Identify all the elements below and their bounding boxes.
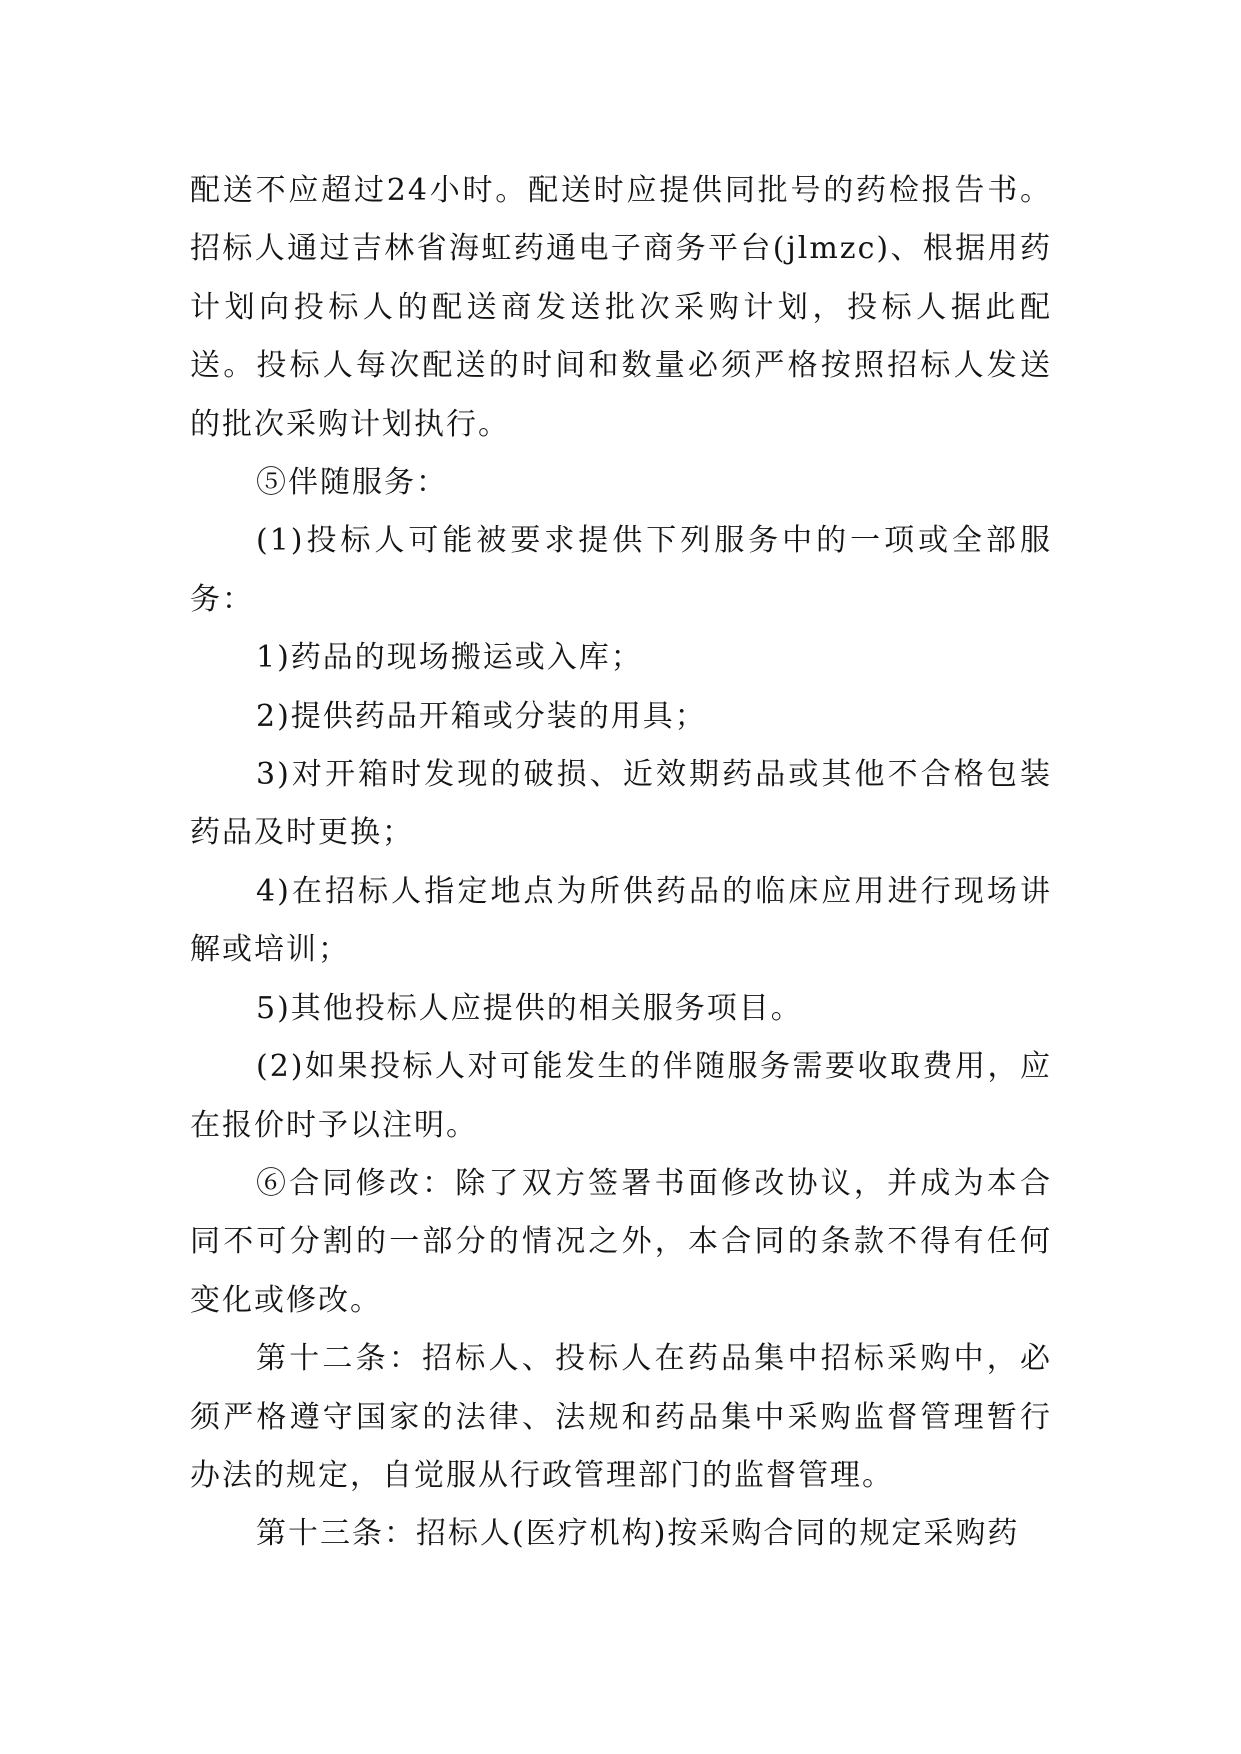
paragraph-delivery: 配送不应超过24小时。配送时应提供同批号的药检报告书。招标人通过吉林省海虹药通电子商务平台(jlmzc)、根据用药计划向投标人的配送商发送批次采购计划，投标人据此配送。投标人每次配送的时间和数量必须严格按照招标人发送的批次采购计划执行。	[190, 173, 1052, 442]
paragraph-service-item-3: 3)对开箱时发现的破损、近效期药品或其他不合格包装药品及时更换；	[190, 757, 1052, 851]
paragraph-service-item-4: 4)在招标人指定地点为所供药品的临床应用进行现场讲解或培训；	[190, 873, 1052, 968]
document-body	[190, 162, 1052, 1564]
paragraph-service-1: (1)投标人可能被要求提供下列服务中的一项或全部服务：	[190, 523, 1052, 617]
paragraph-article-13: 第十三条：招标人(医疗机构)按采购合同的规定采购药	[256, 1516, 1020, 1552]
paragraph-service-item-2: 2)提供药品开箱或分装的用具；	[256, 698, 707, 734]
paragraph-contract-modification: ⑥合同修改：除了双方签署书面修改协议，并成为本合同不可分割的一部分的情况之外，本合同的条款不得有任何变化或修改。	[190, 1165, 1052, 1318]
paragraph-article-12: 第十二条：招标人、投标人在药品集中招标采购中，必须严格遵守国家的法律、法规和药品集中采购监督管理暂行办法的规定，自觉服从行政管理部门的监督管理。	[190, 1341, 1052, 1493]
paragraph-service-item-1: 1)药品的现场搬运或入库；	[256, 640, 643, 676]
paragraph-accompanying-service-heading: ⑤伴随服务：	[256, 465, 448, 501]
paragraph-service-2: (2)如果投标人对可能发生的伴随服务需要收取费用，应在报价时予以注明。	[190, 1049, 1052, 1143]
paragraph-service-item-5: 5)其他投标人应提供的相关服务项目。	[256, 990, 803, 1026]
